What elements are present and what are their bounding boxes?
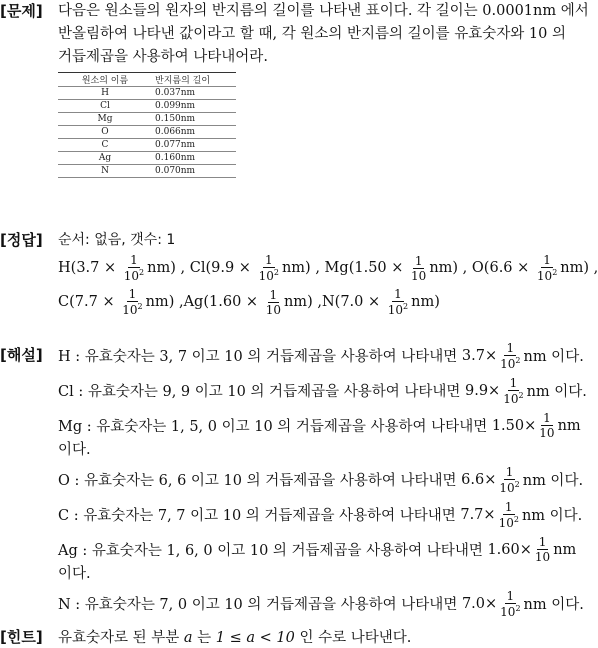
answer-unit: nm [147,260,171,276]
answer-unit: nm [429,260,453,276]
explanation-line [58,586,588,621]
table-row [58,152,236,165]
fraction-numerator: 1 [128,287,137,301]
answer-separator: , [310,260,325,276]
answer-paren: ( [70,260,77,276]
fraction-exponent: 2 [273,268,279,277]
answer-unit: nm [560,260,584,276]
answer-item [58,254,190,282]
answer-times: × [99,260,121,276]
table-header-radius: 반지름의 길이 [152,73,236,87]
answer-item [322,288,440,316]
explanation-suffix: nm [557,417,581,434]
table-cell-element: Mg [58,113,152,126]
fraction-numerator: 1 [543,411,551,425]
answer-element: N [321,294,335,310]
hint-variable: a [183,630,193,646]
answer-item [472,254,598,282]
answer-times: × [241,294,263,310]
fraction-base: 10 [258,269,274,283]
hint-text-before: 유효숫자로 된 부분 [58,630,180,646]
answer-paren: ( [69,294,75,310]
fraction-denominator [501,391,525,405]
answer-unit: nm [411,294,435,310]
fraction-denominator [120,302,144,316]
answer-paren: ) [307,294,313,310]
fraction-denominator [386,302,410,316]
fraction-numerator: 1 [543,253,551,267]
answer-item [58,288,184,316]
answer-item [184,289,322,316]
fraction [498,342,522,370]
hint-label: [힌트] [0,628,43,646]
fraction-numerator: 1 [505,464,514,479]
explanation-line [58,338,588,373]
fraction-base: 10 [534,550,551,564]
explanation-wrap-line: 이다. [58,442,91,458]
fraction-base: 10 [387,303,404,317]
fraction-numerator: 1 [130,253,138,267]
explanation-times: × [485,595,498,612]
answer-paren: ( [205,260,212,276]
answer-times: × [234,260,256,276]
answer-unit: nm [145,294,169,310]
explanation-line [58,408,588,443]
fraction [409,255,428,282]
explanation-label: [해설] [0,346,43,364]
fraction [537,412,556,439]
problem-line: 반올림하여 나타낸 값이라고 할 때, 각 원소의 반지름의 길이를 유효숫자와 10 의 [58,26,566,42]
answer-times: × [97,294,120,310]
fraction-base: 10 [499,480,515,495]
explanation-coefficient: 7.7 [460,506,484,523]
answer-coefficient: 1.60 [209,294,242,310]
fraction-denominator [498,604,522,618]
fraction [535,254,559,282]
explanation-coefficient: 7.0 [461,595,485,612]
explanation-suffix: nm 이다. [523,349,584,365]
answer-coefficient: 7.7 [74,294,98,310]
table-header-element: 원소의 이름 [58,73,152,87]
explanation-suffix: nm 이다. [521,508,583,524]
table-cell-element: N [58,165,152,178]
answer-paren: ( [203,294,210,310]
answer-paren: ( [483,260,490,276]
answer-order-text: 순서: 없음, 갯수: 1 [58,232,176,248]
table-cell-radius: 0.160nm [152,152,236,165]
fraction-denominator [122,268,146,282]
fraction [120,288,144,316]
fraction-numerator: 1 [264,253,273,267]
fraction [257,254,281,282]
fraction-numerator: 1 [538,535,547,549]
answer-label: [정답] [0,231,43,249]
table-row [58,100,236,113]
explanation-text: Ag : 유효숫자는 1, 6, 0 이고 10 의 거듭제곱을 사용하여 나타내면 [58,543,483,559]
fraction [122,254,146,282]
explanation-text: Mg : 유효숫자는 1, 5, 0 이고 10 의 거듭제곱을 사용하여 나타내면 [58,419,488,435]
table-cell-element: Ag [58,152,152,165]
fraction-numerator: 1 [394,287,402,301]
fraction-numerator: 1 [269,287,278,302]
explanation-coefficient: 1.60 [487,541,520,558]
fraction-exponent: 2 [514,479,520,489]
explanation-times: × [484,471,497,488]
hint-text-after: 인 수로 나타낸다. [299,630,412,646]
answer-coefficient: 3.7 [76,260,100,276]
fraction-denominator [535,268,559,282]
explanation-suffix: nm 이다. [522,473,584,489]
answer-paren: ) [583,260,590,276]
answer-element: C [58,294,70,310]
answer-item [190,254,325,282]
hint-text-mid: 는 [197,630,212,646]
fraction-denominator [264,303,283,316]
table-header-row [58,73,236,87]
explanation-line [58,462,588,497]
radius-table-wrap [58,72,236,178]
fraction-denominator [537,426,556,439]
explanation-times: × [524,417,537,434]
answer-line [58,285,588,319]
answer-unit: nm [281,260,306,276]
fraction-base: 10 [500,604,516,619]
answer-paren: ( [334,294,341,310]
answer-item [325,255,472,282]
answer-separator: , [458,260,472,276]
fraction-base: 10 [265,302,281,317]
fraction [501,377,525,405]
answer-paren: ( [348,260,355,276]
table-row [58,139,236,152]
explanation-suffix: nm [553,541,577,558]
answer-element: H [58,260,71,276]
problem-line: 다음은 원소들의 원자의 반지름의 길이를 나타낸 표이다. 각 길이는 0.0001nm 에서 [58,3,589,19]
explanation-coefficient: 1.50 [491,417,525,434]
explanation-coefficient: 9.9 [464,382,489,399]
answer-element: O [471,260,484,276]
explanation-coefficient: 3.7 [461,347,485,364]
answer-coefficient: 7.0 [340,294,364,310]
fraction-numerator: 1 [506,588,515,603]
hint-text [58,626,588,647]
answer-paren: ) [170,260,176,276]
explanation-text: O : 유효숫자는 6, 6 이고 10 의 거듭제곱을 사용하여 나타내면 [58,473,457,489]
explanation-line [58,532,588,567]
fraction-denominator [409,269,428,282]
answer-paren: ) [452,260,459,276]
table-cell-element: O [58,126,152,139]
answer-paren: ) [305,260,311,276]
fraction-denominator [533,550,552,563]
fraction-base: 10 [536,269,553,283]
answer-coefficient: 6.6 [489,260,513,276]
explanation-line [58,497,588,532]
fraction-numerator: 1 [504,499,513,514]
answer-element: Cl [189,260,206,276]
fraction [533,536,552,563]
table-cell-radius: 0.066nm [152,126,236,139]
answer-separator: , [175,260,190,276]
explanation-coefficient: 6.6 [461,471,485,488]
fraction-base: 10 [498,515,514,530]
explanation-body [58,338,588,621]
fraction [264,289,283,316]
answer-coefficient: 9.9 [211,260,235,276]
hint-inequality: 1 ≤ a < 10 [215,630,295,646]
explanation-text: C : 유효숫자는 7, 7 이고 10 의 거듭제곱을 사용하여 나타내면 [58,508,456,524]
table-row [58,126,236,139]
fraction-denominator [498,356,522,370]
table-cell-radius: 0.070nm [152,165,236,178]
answer-unit: nm [283,294,308,310]
table-cell-radius: 0.037nm [152,87,236,100]
table-cell-element: Cl [58,100,152,113]
problem-body [58,0,588,69]
fraction [497,501,521,529]
fraction-numerator: 1 [509,375,518,390]
answer-body [58,229,598,319]
table-row [58,113,236,126]
fraction [386,288,410,316]
fraction [497,466,521,494]
fraction-exponent: 2 [513,514,519,524]
answer-coefficient: 1.50 [354,260,387,276]
table-cell-radius: 0.077nm [152,139,236,152]
explanation-suffix: nm 이다. [526,384,587,400]
fraction-exponent: 2 [137,302,143,311]
answer-separator: , [589,260,598,276]
problem-line: 거듭제곱을 사용하여 나타내어라. [58,49,268,65]
fraction-denominator [257,268,281,282]
table-cell-element: H [58,87,152,100]
fraction-numerator: 1 [414,253,423,268]
radius-table [58,72,236,178]
fraction-exponent: 2 [403,302,409,311]
answer-element: Ag [183,294,204,310]
fraction-exponent: 2 [552,268,558,277]
answer-times: × [386,260,409,276]
answer-times: × [363,294,385,310]
explanation-times: × [483,506,496,523]
answer-paren: ) [168,294,175,310]
fraction-base: 10 [411,268,427,283]
fraction-numerator: 1 [506,340,515,355]
answer-times: × [512,260,534,276]
answer-line [58,251,598,285]
table-row [58,87,236,100]
fraction-exponent: 2 [515,603,521,613]
fraction-exponent: 2 [518,390,524,400]
fraction-denominator [497,480,521,494]
fraction-base: 10 [500,356,516,371]
answer-separator: , [174,294,184,310]
table-cell-radius: 0.099nm [152,100,236,113]
fraction-base: 10 [123,269,140,283]
table-row [58,165,236,178]
answer-element: Mg [324,260,349,276]
fraction-exponent: 2 [515,355,521,365]
fraction-denominator [497,515,521,529]
table-cell-element: C [58,139,152,152]
fraction-base: 10 [122,303,138,317]
explanation-times: × [484,347,498,364]
explanation-wrap-line: 이다. [58,566,91,582]
fraction-base: 10 [503,391,519,406]
fraction-exponent: 2 [139,268,145,277]
problem-label: [문제] [0,2,43,20]
explanation-suffix: nm 이다. [523,597,584,613]
explanation-text: H : 유효숫자는 3, 7 이고 10 의 거듭제곱을 사용하여 나타내면 [58,349,458,365]
explanation-times: × [488,382,501,399]
table-cell-radius: 0.150nm [152,113,236,126]
fraction [498,590,522,618]
answer-separator: , [312,294,322,310]
explanation-times: × [519,541,532,558]
explanation-line [58,373,588,408]
explanation-text: Cl : 유효숫자는 9, 9 이고 10 의 거듭제곱을 사용하여 나타내면 [58,384,461,400]
answer-paren: ) [434,294,440,310]
fraction-base: 10 [539,426,555,440]
explanation-text: N : 유효숫자는 7, 0 이고 10 의 거듭제곱을 사용하여 나타내면 [58,597,458,613]
